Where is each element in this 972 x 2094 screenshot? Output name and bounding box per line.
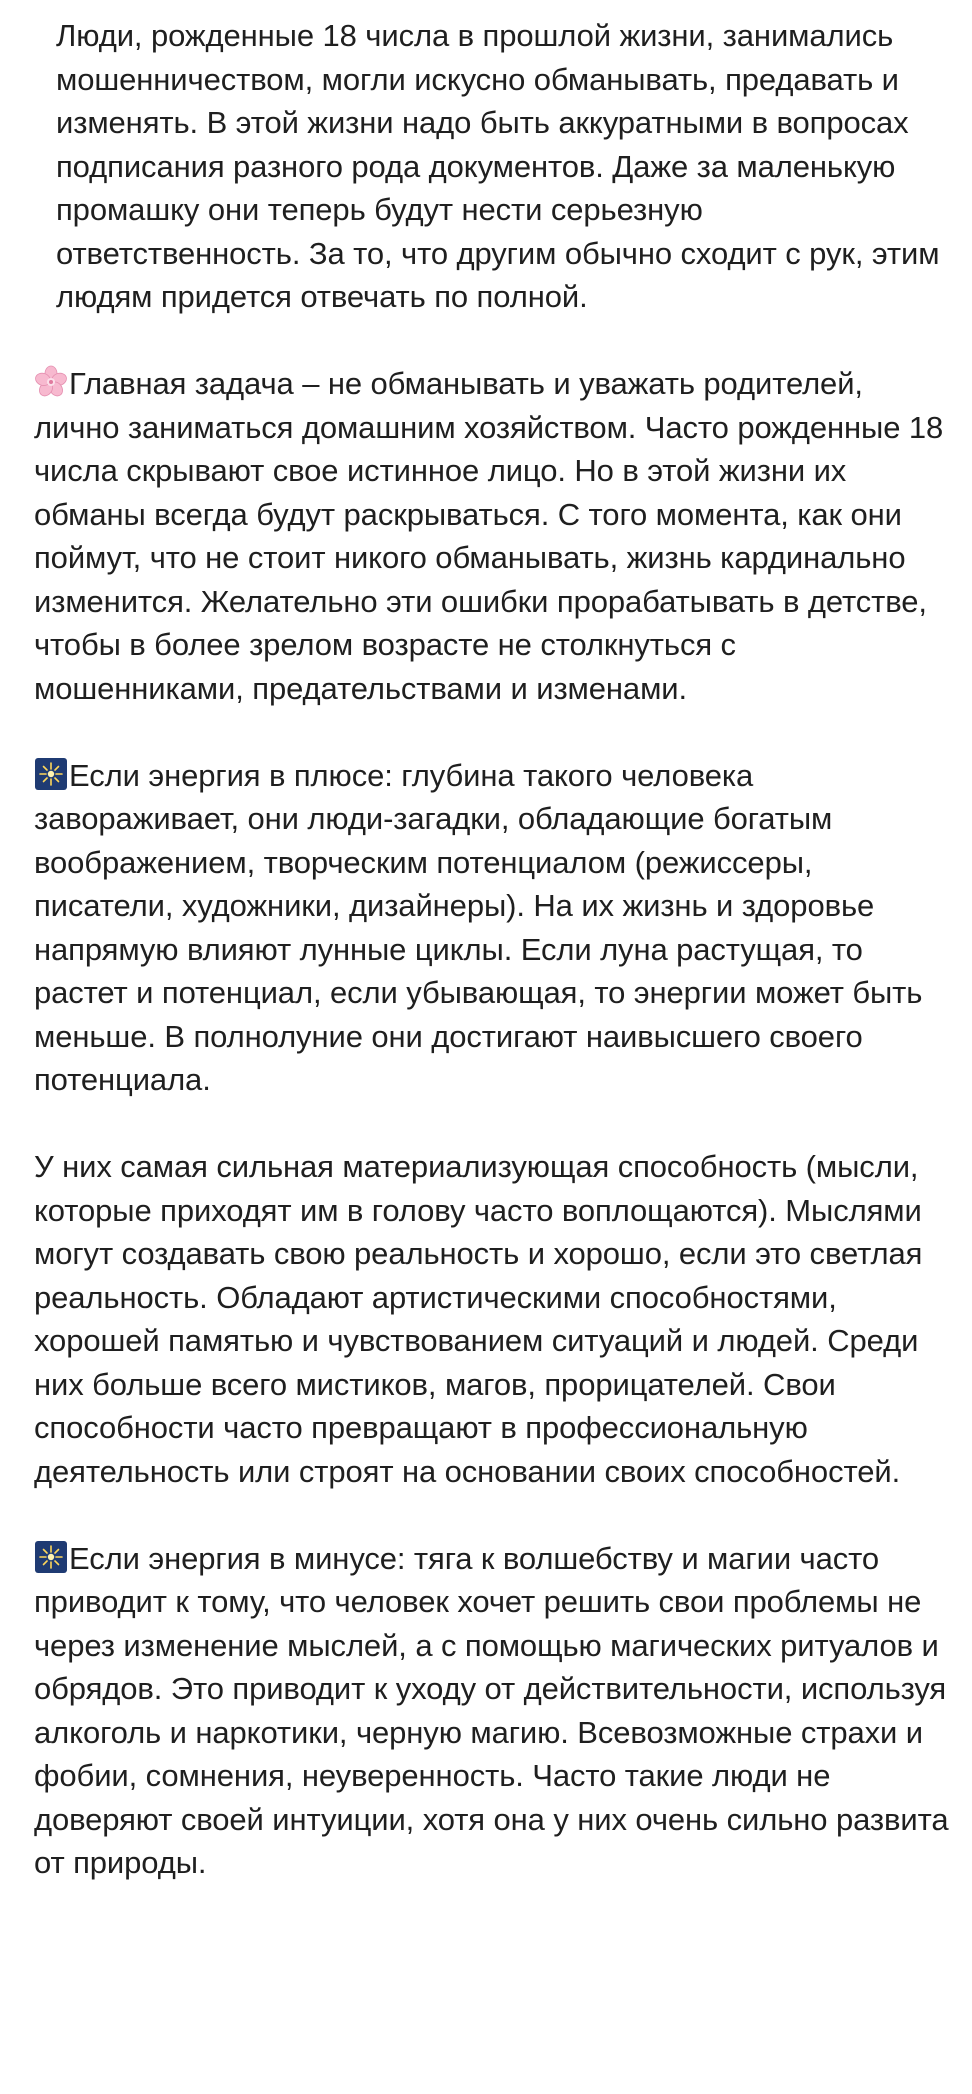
article-body bbox=[34, 14, 954, 1928]
paragraph-text: Если энергия в минусе: тяга к волшебству и магии часто приводит к тому, что человек хочет решить свои проблемы не через изменение мыслей, а с помощью магических ритуалов и обрядов. Это приводит к уходу от действительности, используя алкоголь и наркотики, черную магию. Всевозможные страхи и фобии, сомнения, неуверенность. Часто такие люди не доверяют своей интуиции, хотя она у них очень сильно развита от природы. bbox=[34, 1540, 949, 1880]
paragraph-text: Главная задача – не обманывать и уважать родителей, лично заниматься домашним хозяйством. Часто рожденные 18 числа скрывают свое истинное лицо. Но в этой жизни их обманы всегда будут раскрываться. С того момента, как они поймут, что не стоит никого обманывать, жизнь кардинально изменится. Желательно эти ошибки прорабатывать в детстве, чтобы в более зрелом возрасте не столкнуться с мошенниками, предательствами и изменами. bbox=[34, 366, 944, 706]
paragraph-past-life bbox=[34, 14, 954, 319]
cherry-blossom-icon bbox=[34, 365, 68, 399]
paragraph-text: У них самая сильная материализующая способность (мысли, которые приходят им в голову часто воплощаются). Мыслями могут создавать свою реальность и хорошо, если это светлая реальность. Обладают артистическими способностями, хорошей памятью и чувствованием ситуаций и людей. Среди них больше всего мистиков, магов, прорицателей. Свои способности часто превращают в профессиональную деятельность или строят на основании своих способностей. bbox=[34, 1149, 923, 1489]
paragraph-text: Если энергия в плюсе: глубина такого человека завораживает, они люди-загадки, обладающие богатым воображением, творческим потенциалом (режиссеры, писатели, художники, дизайнеры). На их жизнь и здоровье напрямую влияют лунные циклы. Если луна растущая, то растет и потенциал, если убывающая, то энергии может быть меньше. В полнолуние они достигают наивысшего своего потенциала. bbox=[34, 757, 923, 1097]
paragraph-materialization bbox=[34, 1145, 954, 1493]
paragraph-energy-plus bbox=[34, 754, 954, 1102]
sparkler-icon bbox=[34, 757, 68, 791]
paragraph-text: Люди, рожденные 18 числа в прошлой жизни, занимались мошенничеством, могли искусно обманывать, предавать и изменять. В этой жизни надо быть аккуратными в вопросах подписания разного рода документов. Даже за маленькую промашку они теперь будут нести серьезную ответственность. За то, что другим обычно сходит с рук, этим людям придется отвечать по полной. bbox=[56, 18, 940, 314]
paragraph-energy-minus bbox=[34, 1537, 954, 1885]
sparkler-icon bbox=[34, 1540, 68, 1574]
paragraph-main-task bbox=[34, 362, 954, 710]
